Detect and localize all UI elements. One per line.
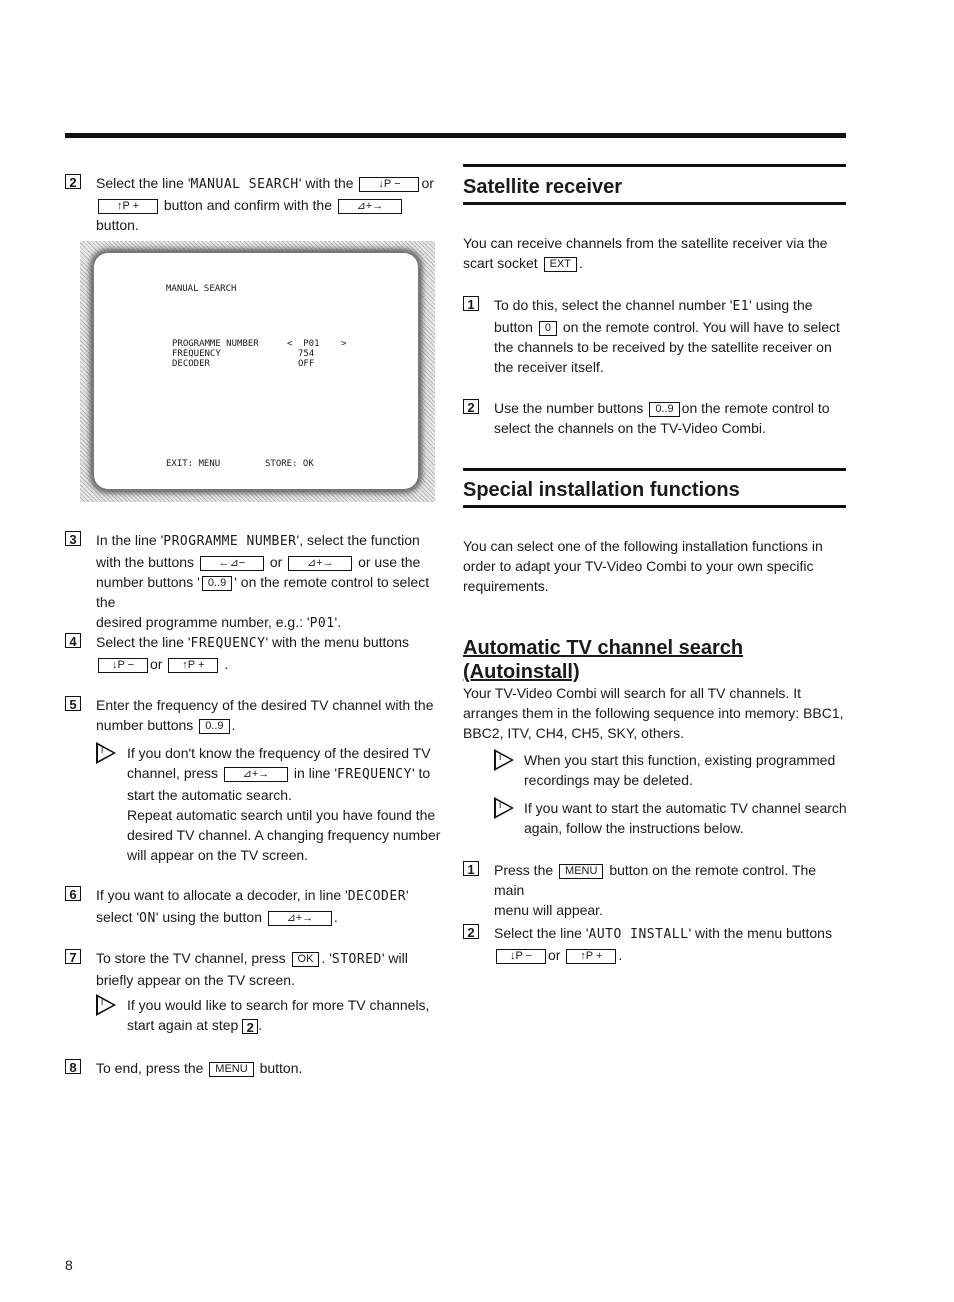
screen-title: MANUAL SEARCH — [166, 284, 237, 294]
step-number: 8 — [65, 1059, 81, 1074]
number-keys: 0..9 — [202, 576, 232, 591]
number-keys: 0..9 — [199, 719, 229, 734]
heading-rule-bottom — [463, 505, 846, 508]
heading-rule-bottom — [463, 202, 846, 205]
volume-plus-button: ⊿+→ — [288, 556, 352, 571]
p-plus-button: ↑P + — [168, 658, 218, 673]
step-number: 6 — [65, 886, 81, 901]
top-rule — [65, 133, 846, 138]
step-number: 1 — [463, 861, 479, 876]
ext-key: EXT — [544, 257, 577, 272]
step-reference: 2 — [242, 1019, 258, 1034]
satellite-intro: You can receive channels from the satellite receiver via the scart socket EXT . — [463, 235, 828, 271]
p-minus-button: ↓P − — [359, 177, 419, 192]
heading-rule-top — [463, 164, 846, 167]
step-number: 5 — [65, 696, 81, 711]
volume-plus-button: ⊿+→ — [268, 911, 332, 926]
screen-exit: EXIT: MENU — [166, 459, 221, 469]
number-keys: 0..9 — [649, 402, 679, 417]
step-number: 4 — [65, 633, 81, 648]
p-minus-button: ↓P − — [496, 949, 546, 964]
screen-value-decoder: OFF — [298, 359, 315, 369]
step-number: 2 — [463, 399, 479, 414]
p-plus-button: ↑P + — [98, 199, 158, 214]
autoinstall-heading: Automatic TV channel search (Autoinstall) — [463, 637, 744, 683]
screen-label-frequency: FREQUENCY — [172, 349, 221, 359]
screen-store: STORE: OK — [265, 459, 314, 469]
tv-screen — [92, 251, 420, 491]
step-number: 2 — [463, 924, 479, 939]
page-number: 8 — [65, 1257, 73, 1273]
menu-line-name: AUTO INSTALL — [588, 927, 689, 942]
step-number: 7 — [65, 949, 81, 964]
heading-rule-top — [463, 468, 846, 471]
screen-label-programme: PROGRAMME NUMBER — [172, 339, 259, 349]
step-number: 1 — [463, 296, 479, 311]
screen-label-decoder: DECODER — [172, 359, 210, 369]
zero-key: 0 — [539, 321, 557, 336]
menu-line-name: PROGRAMME NUMBER — [163, 534, 297, 549]
info-icon: i — [494, 797, 514, 819]
info-icon: i — [96, 742, 116, 764]
step-number: 3 — [65, 531, 81, 546]
menu-line-name: FREQUENCY — [190, 636, 266, 651]
screen-value-programme: < P01 > — [287, 339, 347, 349]
info-icon: i — [494, 749, 514, 771]
special-heading: Special installation functions — [463, 479, 740, 501]
ok-key: OK — [292, 952, 320, 967]
satellite-heading: Satellite receiver — [463, 176, 622, 198]
info-icon: i — [96, 994, 116, 1016]
screen-value-frequency: 754 — [298, 349, 315, 359]
tv-screen-illustration — [80, 241, 435, 502]
menu-key: MENU — [559, 864, 603, 879]
volume-minus-button: ←⊿− — [200, 556, 264, 571]
menu-line-name: MANUAL SEARCH — [190, 177, 299, 192]
special-intro: You can select one of the following installation functions in order to adapt your TV-Video Combi to your own specific requirements. — [463, 538, 823, 594]
menu-key: MENU — [209, 1062, 253, 1077]
autoinstall-intro: Your TV-Video Combi will search for all TV channels. It arranges them in the following sequence into memory: BBC1, BBC2, ITV, CH4, CH5, SKY, others. — [463, 685, 844, 741]
step-number: 2 — [65, 174, 81, 189]
volume-plus-button: ⊿+→ — [338, 199, 402, 214]
p-plus-button: ↑P + — [566, 949, 616, 964]
volume-plus-button: ⊿+→ — [224, 767, 288, 782]
p-minus-button: ↓P − — [98, 658, 148, 673]
